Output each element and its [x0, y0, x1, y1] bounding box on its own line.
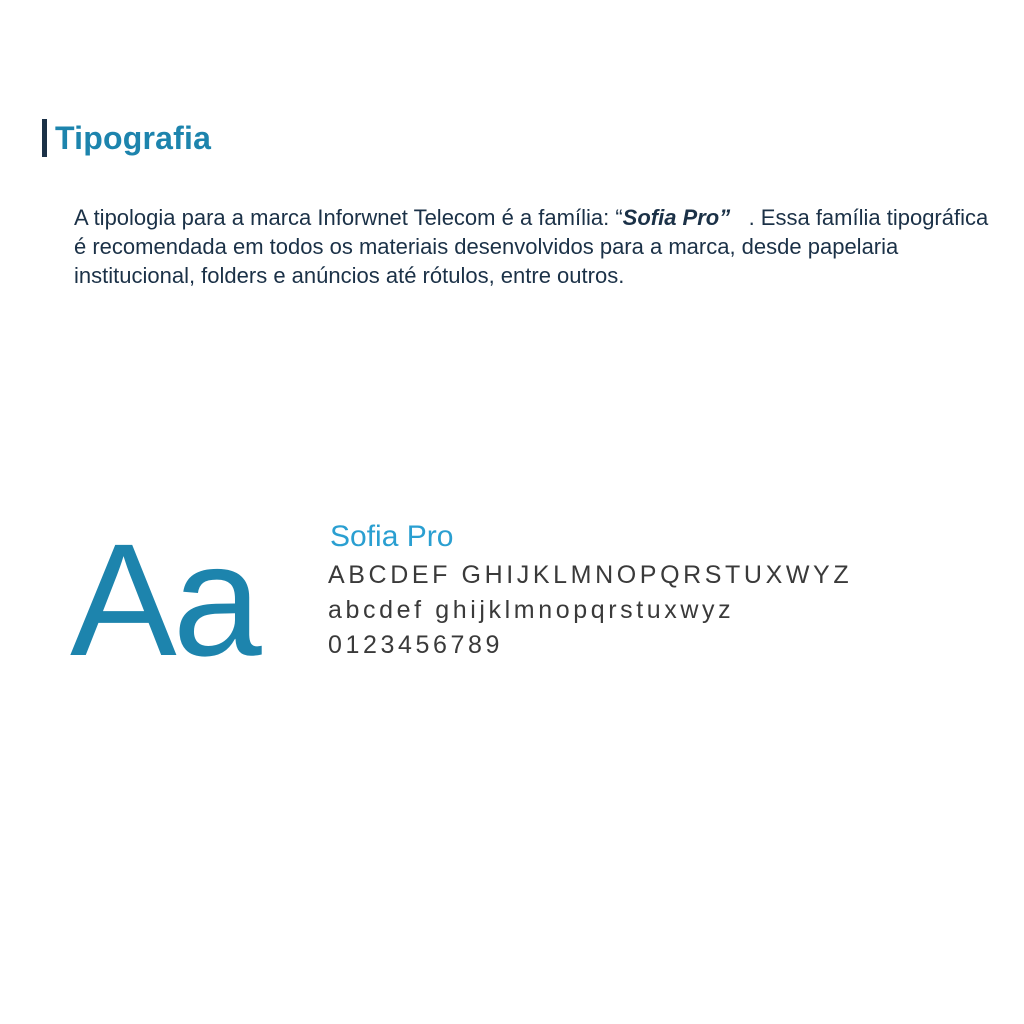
sample-glyphs: Aa — [70, 510, 258, 689]
specimen-digits: 0123456789 — [328, 631, 504, 659]
intro-text-before: A tipologia para a marca Inforwnet Telecom é a família: “ — [74, 205, 623, 230]
specimen-font-name: Sofia Pro — [330, 520, 454, 553]
specimen-lowercase: abcdef ghijklmnopqrstuxwyz — [328, 596, 735, 624]
intro-paragraph — [74, 203, 994, 290]
specimen-uppercase: ABCDEF GHIJKLMNOPQRSTUXWYZ — [328, 561, 853, 589]
section-header — [42, 118, 211, 158]
section-title: Tipografia — [55, 120, 212, 156]
font-specimen — [328, 516, 852, 663]
accent-bar — [42, 119, 47, 157]
intro-text-after: . Essa família tipográfica é recomendada em todos os materiais desenvolvidos para a marca, desde papelaria institucional, folders e anúncios até rótulos, entre outros. — [74, 205, 995, 288]
intro-font-name: Sofia Pro” — [622, 205, 731, 230]
